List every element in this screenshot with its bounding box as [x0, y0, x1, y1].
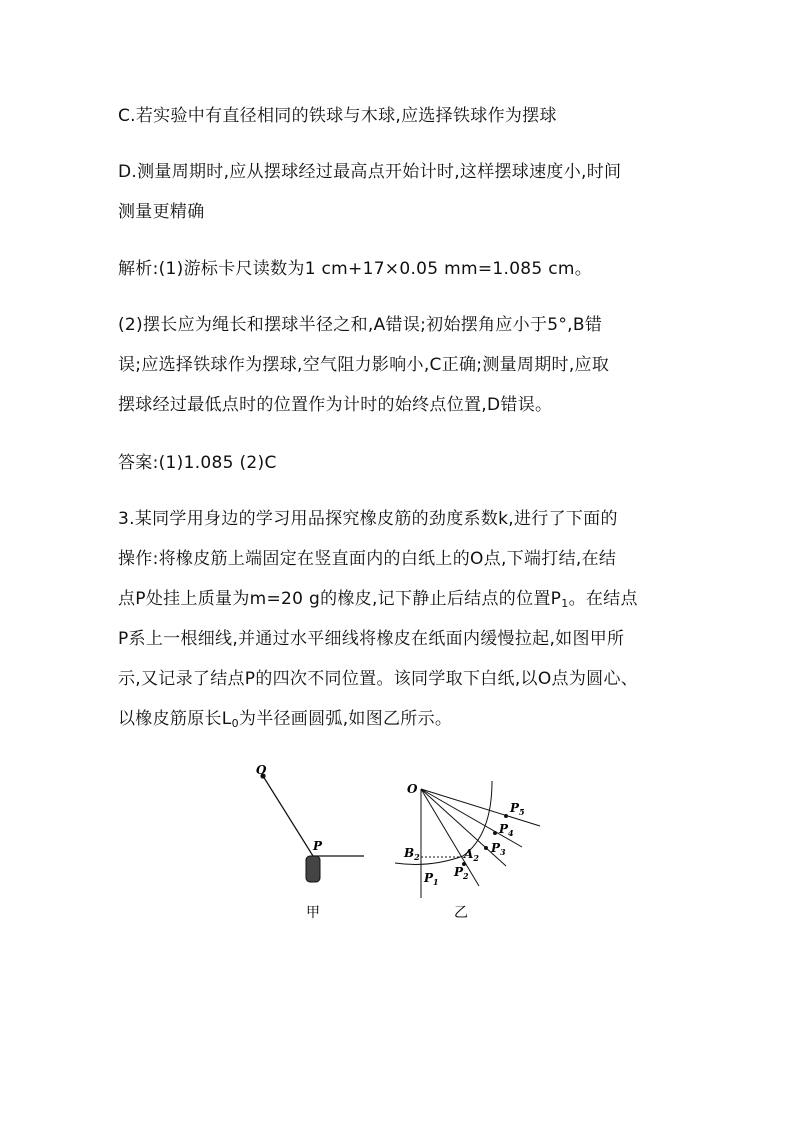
caption-yi: 乙 [454, 905, 468, 921]
label-p1: P1 [424, 871, 439, 887]
question3-line5: 示,又记录了结点P的四次不同位置。该同学取下白纸,以O点为圆心、 [118, 669, 639, 689]
question3-line6-text: 以橡皮筋原长L [118, 709, 232, 729]
figure-yi [395, 781, 540, 921]
solution-part2-line2: 误;应选择铁球作为摆球,空气阻力影响小,C正确;测量周期时,应取 [118, 355, 610, 375]
p1-subscript: 1 [561, 597, 569, 610]
question3-line3-tail: 。在结点 [568, 589, 638, 609]
point-p5 [504, 814, 508, 818]
solution-part2-line3: 摆球经过最低点时的位置作为计时的始终点位置,D错误。 [118, 395, 553, 415]
solution-part2-line1: (2)摆长应为绳长和摆球半径之和,A错误;初始摆角应小于5°,B错 [118, 315, 603, 335]
ray-p4 [421, 789, 522, 847]
label-p3: P3 [491, 841, 506, 857]
paragraph-option-c: C.若实验中有直径相同的铁球与木球,应选择铁球作为摆球 [118, 106, 557, 126]
eraser-block [306, 856, 320, 882]
label-p5: P5 [510, 801, 525, 817]
label-a2: A2 [464, 847, 479, 863]
question3-line4: P系上一根细线,并通过水平细线将橡皮在纸面内缓慢拉起,如图甲所 [118, 629, 625, 649]
point-p4 [493, 831, 497, 835]
label-p2: P2 [454, 865, 469, 881]
rubber-band-line [263, 776, 313, 856]
solution-part1: 解析:(1)游标卡尺读数为1 cm+17×0.05 mm=1.085 cm。 [118, 259, 593, 279]
label-p-jia: P [313, 839, 323, 853]
answer-line: 答案:(1)1.085 (2)C [118, 453, 277, 473]
l0-subscript: 0 [231, 717, 239, 730]
paragraph-option-d-line2: 测量更精确 [118, 202, 205, 222]
point-p3 [484, 846, 488, 850]
question3-line2: 操作:将橡皮筋上端固定在竖直面内的白纸上的O点,下端打结,在结 [118, 549, 617, 569]
label-o-yi: O [407, 782, 418, 796]
question3-line1: 3.某同学用身边的学习用品探究橡皮筋的劲度系数k,进行了下面的 [118, 509, 618, 529]
label-p4: P4 [499, 822, 514, 838]
caption-jia: 甲 [306, 905, 320, 921]
paragraph-option-d-line1: D.测量周期时,应从摆球经过最高点开始计时,这样摆球速度小,时间 [118, 162, 622, 182]
question3-line6-tail: 为半径画圆弧,如图乙所示。 [238, 709, 453, 729]
figure-jia [256, 763, 364, 921]
question3-line3-text: 点P处挂上质量为m=20 g的橡皮,记下静止后结点的位置P [118, 589, 562, 609]
label-b2: B2 [404, 846, 420, 862]
label-o-jia: O [256, 763, 267, 777]
